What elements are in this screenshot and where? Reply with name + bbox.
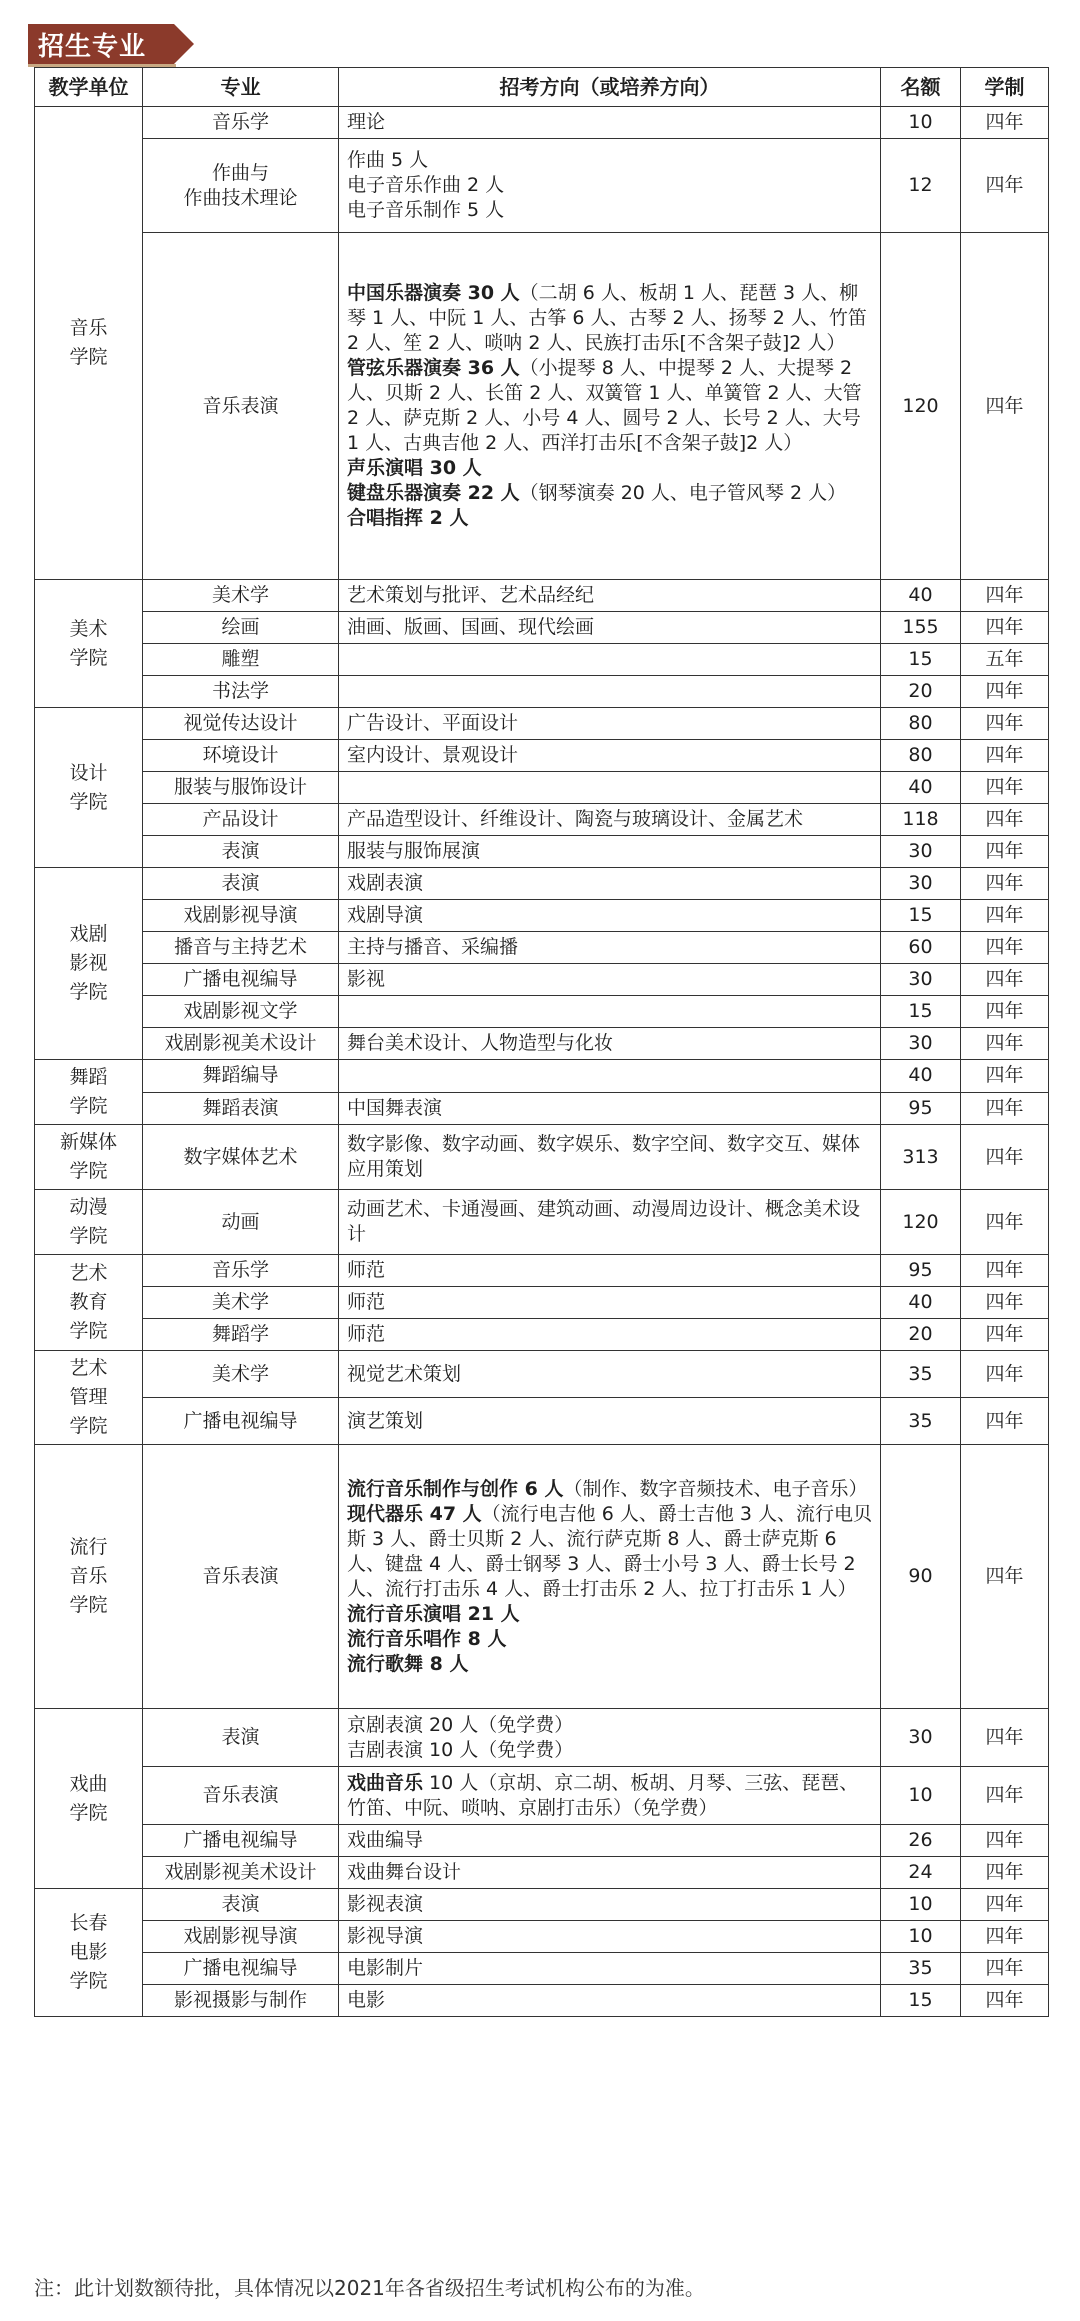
table-row — [35, 233, 1049, 580]
table-row — [35, 740, 1049, 772]
direction-cell: 理论 — [339, 107, 881, 139]
years-cell: 四年 — [961, 1889, 1049, 1921]
direction-bold: 管弦乐器演奏 36 人 — [347, 357, 520, 379]
quota-cell: 313 — [881, 1125, 961, 1190]
years-cell: 四年 — [961, 1398, 1049, 1445]
quota-cell: 15 — [881, 1985, 961, 2017]
years-cell: 四年 — [961, 1709, 1049, 1767]
direction-cell: 作曲 5 人 电子音乐作曲 2 人 电子音乐制作 5 人 — [339, 139, 881, 233]
years-cell: 四年 — [961, 996, 1049, 1028]
direction-bold: 声乐演唱 30 人 — [347, 457, 482, 479]
years-cell: 四年 — [961, 1825, 1049, 1857]
years-cell: 四年 — [961, 233, 1049, 580]
quota-cell: 10 — [881, 1767, 961, 1825]
table-row — [35, 1028, 1049, 1060]
direction-bold: 合唱指挥 2 人 — [347, 507, 469, 529]
quota-cell: 10 — [881, 1889, 961, 1921]
direction-cell: 动画艺术、卡通漫画、建筑动画、动漫周边设计、概念美术设计 — [339, 1190, 881, 1255]
direction-cell: 室内设计、景观设计 — [339, 740, 881, 772]
major-cell: 影视摄影与制作 — [143, 1985, 339, 2017]
years-cell: 四年 — [961, 900, 1049, 932]
direction-bold: 中国乐器演奏 30 人 — [347, 282, 520, 304]
major-cell: 舞蹈学 — [143, 1319, 339, 1351]
major-cell: 戏剧影视导演 — [143, 1921, 339, 1953]
table-row — [35, 804, 1049, 836]
quota-cell: 35 — [881, 1953, 961, 1985]
major-cell: 音乐表演 — [143, 1445, 339, 1709]
direction-cell: 服装与服饰展演 — [339, 836, 881, 868]
major-cell: 美术学 — [143, 580, 339, 612]
quota-cell: 15 — [881, 996, 961, 1028]
major-cell: 绘画 — [143, 612, 339, 644]
years-cell: 四年 — [961, 740, 1049, 772]
quota-cell: 95 — [881, 1255, 961, 1287]
major-cell: 音乐学 — [143, 1255, 339, 1287]
major-cell: 雕塑 — [143, 644, 339, 676]
direction-cell: 演艺策划 — [339, 1398, 881, 1445]
years-cell: 四年 — [961, 1767, 1049, 1825]
quota-cell: 10 — [881, 107, 961, 139]
table-row — [35, 676, 1049, 708]
years-cell: 四年 — [961, 1351, 1049, 1398]
table-row — [35, 1709, 1049, 1767]
quota-cell: 15 — [881, 900, 961, 932]
quota-cell: 80 — [881, 740, 961, 772]
quota-cell: 120 — [881, 1190, 961, 1255]
years-cell: 四年 — [961, 1921, 1049, 1953]
major-cell: 戏剧影视文学 — [143, 996, 339, 1028]
major-cell: 产品设计 — [143, 804, 339, 836]
header-direction: 招考方向（或培养方向） — [339, 68, 881, 107]
unit-cell: 新媒体 学院 — [35, 1125, 143, 1190]
table-row — [35, 868, 1049, 900]
quota-cell: 40 — [881, 580, 961, 612]
table-row — [35, 1060, 1049, 1093]
direction-cell: 戏剧导演 — [339, 900, 881, 932]
table-row — [35, 1857, 1049, 1889]
major-cell: 戏剧影视导演 — [143, 900, 339, 932]
direction-cell: 广告设计、平面设计 — [339, 708, 881, 740]
years-cell: 四年 — [961, 1092, 1049, 1125]
admissions-table — [34, 67, 1049, 2017]
direction-cell: 油画、版画、国画、现代绘画 — [339, 612, 881, 644]
major-cell: 表演 — [143, 868, 339, 900]
direction-cell: 戏曲编导 — [339, 1825, 881, 1857]
direction-detail: 10 人（京胡、京二胡、板胡、月琴、三弦、琵琶、竹笛、中阮、唢呐、京剧打击乐）（免学费） — [347, 1771, 859, 1819]
unit-cell: 美术 学院 — [35, 580, 143, 708]
table-row — [35, 1921, 1049, 1953]
quota-cell: 40 — [881, 1060, 961, 1093]
quota-cell: 40 — [881, 772, 961, 804]
major-cell: 数字媒体艺术 — [143, 1125, 339, 1190]
quota-cell: 30 — [881, 964, 961, 996]
direction-cell: 戏曲舞台设计 — [339, 1857, 881, 1889]
table-row — [35, 139, 1049, 233]
table-row — [35, 964, 1049, 996]
direction-cell: 中国舞表演 — [339, 1092, 881, 1125]
major-cell: 服装与服饰设计 — [143, 772, 339, 804]
major-cell: 动画 — [143, 1190, 339, 1255]
quota-cell: 120 — [881, 233, 961, 580]
table-row — [35, 1767, 1049, 1825]
quota-cell: 118 — [881, 804, 961, 836]
table-row — [35, 836, 1049, 868]
direction-bold: 流行歌舞 8 人 — [347, 1652, 469, 1675]
table-row — [35, 1092, 1049, 1125]
major-cell: 广播电视编导 — [143, 1953, 339, 1985]
major-cell: 音乐表演 — [143, 1767, 339, 1825]
direction-cell — [339, 233, 881, 580]
quota-cell: 35 — [881, 1398, 961, 1445]
table-row — [35, 900, 1049, 932]
table-row — [35, 580, 1049, 612]
major-cell: 广播电视编导 — [143, 964, 339, 996]
years-cell: 四年 — [961, 708, 1049, 740]
direction-cell: 产品造型设计、纤维设计、陶瓷与玻璃设计、金属艺术 — [339, 804, 881, 836]
direction-cell — [339, 1445, 881, 1709]
direction-cell — [339, 1060, 881, 1093]
major-cell: 音乐表演 — [143, 233, 339, 580]
table-row — [35, 772, 1049, 804]
table-row — [35, 1190, 1049, 1255]
direction-detail: （小提琴 8 人、中提琴 2 人、大提琴 2 人、贝斯 2 人、长笛 2 人、双簧管 1 人、单簧管 2 人、大管 2 人、萨克斯 2 人、小号 4 人、圆号 2 人、长号 2 人、大号 1 人、古典吉他 2 人、西洋打击乐[不含架子鼓]2 人） — [347, 357, 862, 454]
direction-cell: 数字影像、数字动画、数字娱乐、数字空间、数字交互、媒体应用策划 — [339, 1125, 881, 1190]
unit-cell: 设计 学院 — [35, 708, 143, 868]
header-major: 专业 — [143, 68, 339, 107]
major-cell: 戏剧影视美术设计 — [143, 1857, 339, 1889]
quota-cell: 10 — [881, 1921, 961, 1953]
table-row — [35, 107, 1049, 139]
direction-cell — [339, 676, 881, 708]
quota-cell: 155 — [881, 612, 961, 644]
quota-cell: 15 — [881, 644, 961, 676]
quota-cell: 30 — [881, 868, 961, 900]
direction-detail: （流行电吉他 6 人、爵士吉他 3 人、流行电贝斯 3 人、爵士贝斯 2 人、流行萨克斯 8 人、爵士萨克斯 6 人、键盘 4 人、爵士钢琴 3 人、爵士小号 3 人、爵士长号 2 人、流行打击乐 4 人、爵士打击乐 2 人、拉丁打击乐 1 人） — [347, 1502, 873, 1600]
unit-cell: 舞蹈 学院 — [35, 1060, 143, 1125]
section-banner — [28, 24, 174, 64]
quota-cell: 26 — [881, 1825, 961, 1857]
major-cell: 美术学 — [143, 1351, 339, 1398]
table-row — [35, 1351, 1049, 1398]
major-cell: 舞蹈编导 — [143, 1060, 339, 1093]
direction-cell: 影视导演 — [339, 1921, 881, 1953]
major-cell: 书法学 — [143, 676, 339, 708]
quota-cell: 30 — [881, 836, 961, 868]
table-row — [35, 1319, 1049, 1351]
major-cell: 戏剧影视美术设计 — [143, 1028, 339, 1060]
table-row — [35, 708, 1049, 740]
direction-cell: 师范 — [339, 1255, 881, 1287]
table-row — [35, 1825, 1049, 1857]
years-cell: 四年 — [961, 1028, 1049, 1060]
table-row — [35, 1287, 1049, 1319]
years-cell: 四年 — [961, 1985, 1049, 2017]
section-title: 招生专业 — [28, 24, 174, 64]
years-cell: 四年 — [961, 804, 1049, 836]
direction-cell: 戏剧表演 — [339, 868, 881, 900]
quota-cell: 40 — [881, 1287, 961, 1319]
years-cell: 四年 — [961, 1953, 1049, 1985]
years-cell: 四年 — [961, 1445, 1049, 1709]
major-cell: 广播电视编导 — [143, 1398, 339, 1445]
table-row — [35, 932, 1049, 964]
years-cell: 五年 — [961, 644, 1049, 676]
years-cell: 四年 — [961, 1125, 1049, 1190]
table-row — [35, 996, 1049, 1028]
header-years: 学制 — [961, 68, 1049, 107]
direction-cell — [339, 644, 881, 676]
years-cell: 四年 — [961, 676, 1049, 708]
unit-cell: 艺术 管理 学院 — [35, 1351, 143, 1445]
years-cell: 四年 — [961, 1255, 1049, 1287]
table-row — [35, 1445, 1049, 1709]
table-header-row — [35, 68, 1049, 107]
direction-bold: 流行音乐演唱 21 人 — [347, 1602, 520, 1625]
direction-cell: 电影制片 — [339, 1953, 881, 1985]
unit-cell: 长春 电影 学院 — [35, 1889, 143, 2017]
quota-cell: 24 — [881, 1857, 961, 1889]
unit-cell: 动漫 学院 — [35, 1190, 143, 1255]
years-cell: 四年 — [961, 1190, 1049, 1255]
direction-detail: （制作、数字音频技术、电子音乐） — [563, 1477, 868, 1500]
major-cell: 表演 — [143, 836, 339, 868]
major-cell: 音乐学 — [143, 107, 339, 139]
quota-cell: 80 — [881, 708, 961, 740]
table-row — [35, 1255, 1049, 1287]
major-cell: 表演 — [143, 1889, 339, 1921]
table-row — [35, 644, 1049, 676]
years-cell: 四年 — [961, 1319, 1049, 1351]
quota-cell: 12 — [881, 139, 961, 233]
major-cell: 视觉传达设计 — [143, 708, 339, 740]
quota-cell: 90 — [881, 1445, 961, 1709]
years-cell: 四年 — [961, 1857, 1049, 1889]
direction-bold: 键盘乐器演奏 22 人 — [347, 482, 520, 504]
major-cell: 环境设计 — [143, 740, 339, 772]
quota-cell: 30 — [881, 1028, 961, 1060]
years-cell: 四年 — [961, 836, 1049, 868]
major-cell: 作曲与 作曲技术理论 — [143, 139, 339, 233]
major-cell: 广播电视编导 — [143, 1825, 339, 1857]
direction-cell: 影视表演 — [339, 1889, 881, 1921]
quota-cell: 35 — [881, 1351, 961, 1398]
direction-bold: 戏曲音乐 — [347, 1771, 424, 1794]
footnote: 注：此计划数额待批，具体情况以2021年各省级招生考试机构公布的为准。 — [34, 2276, 705, 2300]
quota-cell: 30 — [881, 1709, 961, 1767]
direction-bold: 流行音乐制作与创作 6 人 — [347, 1477, 564, 1500]
years-cell: 四年 — [961, 612, 1049, 644]
direction-bold: 流行音乐唱作 8 人 — [347, 1627, 507, 1650]
table-row — [35, 1985, 1049, 2017]
table-row — [35, 612, 1049, 644]
years-cell: 四年 — [961, 107, 1049, 139]
header-quota: 名额 — [881, 68, 961, 107]
unit-cell: 戏剧 影视 学院 — [35, 868, 143, 1060]
years-cell: 四年 — [961, 1060, 1049, 1093]
table-row — [35, 1953, 1049, 1985]
years-cell: 四年 — [961, 139, 1049, 233]
direction-cell — [339, 996, 881, 1028]
direction-cell: 电影 — [339, 1985, 881, 2017]
direction-cell: 影视 — [339, 964, 881, 996]
table-row — [35, 1889, 1049, 1921]
major-cell: 表演 — [143, 1709, 339, 1767]
years-cell: 四年 — [961, 868, 1049, 900]
direction-detail: （二胡 6 人、板胡 1 人、琵琶 3 人、柳琴 1 人、中阮 1 人、古筝 6 人、古琴 2 人、扬琴 2 人、竹笛 2 人、笙 2 人、唢呐 2 人、民族打击乐[不含架子鼓]2 人） — [347, 282, 867, 354]
direction-cell: 师范 — [339, 1319, 881, 1351]
quota-cell: 20 — [881, 676, 961, 708]
direction-cell — [339, 772, 881, 804]
years-cell: 四年 — [961, 772, 1049, 804]
years-cell: 四年 — [961, 932, 1049, 964]
direction-cell: 舞台美术设计、人物造型与化妆 — [339, 1028, 881, 1060]
direction-cell: 主持与播音、采编播 — [339, 932, 881, 964]
direction-detail: （钢琴演奏 20 人、电子管风琴 2 人） — [519, 482, 847, 504]
quota-cell: 95 — [881, 1092, 961, 1125]
years-cell: 四年 — [961, 580, 1049, 612]
quota-cell: 60 — [881, 932, 961, 964]
years-cell: 四年 — [961, 1287, 1049, 1319]
direction-cell: 视觉艺术策划 — [339, 1351, 881, 1398]
direction-cell: 艺术策划与批评、艺术品经纪 — [339, 580, 881, 612]
unit-cell: 戏曲 学院 — [35, 1709, 143, 1889]
unit-cell: 艺术 教育 学院 — [35, 1255, 143, 1351]
direction-bold: 现代器乐 47 人 — [347, 1502, 482, 1525]
unit-cell: 流行 音乐 学院 — [35, 1445, 143, 1709]
unit-cell: 音乐 学院 — [35, 107, 143, 580]
quota-cell: 20 — [881, 1319, 961, 1351]
direction-cell: 京剧表演 20 人（免学费） 吉剧表演 10 人（免学费） — [339, 1709, 881, 1767]
direction-cell: 师范 — [339, 1287, 881, 1319]
major-cell: 播音与主持艺术 — [143, 932, 339, 964]
major-cell: 舞蹈表演 — [143, 1092, 339, 1125]
header-unit: 教学单位 — [35, 68, 143, 107]
years-cell: 四年 — [961, 964, 1049, 996]
direction-cell — [339, 1767, 881, 1825]
major-cell: 美术学 — [143, 1287, 339, 1319]
table-row — [35, 1398, 1049, 1445]
table-row — [35, 1125, 1049, 1190]
